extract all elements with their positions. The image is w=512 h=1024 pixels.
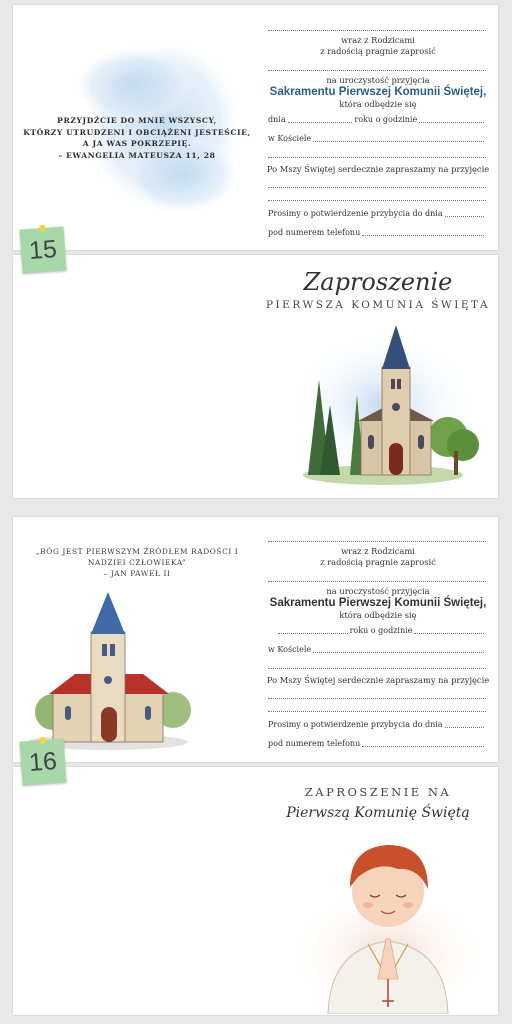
- phone-field[interactable]: [362, 746, 484, 747]
- blank-line: [268, 187, 486, 188]
- sacrament-text: Sakramentu Pierwszej Komunii Świętej,: [269, 597, 487, 609]
- card16-front: [13, 746, 498, 1015]
- invite-text: z radością pragnie zaprosić: [320, 46, 436, 56]
- which-text: która odbędzie się: [339, 610, 417, 620]
- date-row: [268, 115, 486, 125]
- pin-icon: [39, 225, 46, 232]
- card16-cover: [258, 767, 498, 1015]
- card15-quote: [21, 115, 253, 161]
- blank-line: [268, 581, 486, 582]
- page-number-badge: [20, 739, 67, 786]
- quote-line: – EWANGELIA MATEUSZA 11, 28: [58, 150, 216, 160]
- blank-line: [268, 200, 486, 201]
- boy-illustration: [258, 829, 498, 1014]
- church-label: w Kościele: [268, 134, 312, 143]
- after-mass-text: Po Mszy Świętej serdecznie zapraszamy na przyjęcie: [266, 164, 490, 174]
- year-label: roku o godzinie: [354, 115, 418, 124]
- with-parents: wraz z Rodzicami: [341, 546, 415, 556]
- church-field[interactable]: [313, 141, 484, 142]
- card16-form-panel: [258, 517, 498, 762]
- occasion-text: na uroczystość przyjęcia: [326, 75, 430, 85]
- quote-line: „BÓG JEST PIERWSZYM ŹRÓDŁEM RADOŚCI I: [35, 547, 239, 556]
- quote-line: NADZIEI CZŁOWIEKA”: [87, 558, 187, 567]
- with-parents: wraz z Rodzicami: [341, 35, 415, 45]
- year-label: roku o godzinie: [349, 626, 413, 635]
- blank-line: [268, 698, 486, 699]
- card15-front: [13, 234, 498, 498]
- date-row: [268, 626, 486, 636]
- confirm-label: Prosimy o potwierdzenie przybycia do dnia: [268, 720, 443, 729]
- quote-line: PRZYJDŹCIE DO MNIE WSZYSCY,: [57, 116, 217, 125]
- blank-line: [268, 711, 486, 712]
- sacrament-text: Sakramentu Pierwszej Komunii Świętej,: [269, 86, 487, 98]
- blank-line: [268, 668, 486, 669]
- phone-label: pod numerem telefonu: [268, 228, 361, 237]
- card15-cover: [258, 255, 498, 498]
- confirm-row: [268, 720, 486, 730]
- time-field[interactable]: [419, 122, 484, 123]
- quote-line: KTÓRZY UTRUDZENI I OBCIĄŻENI JESTEŚCIE,: [23, 127, 251, 137]
- phone-label: pod numerem telefonu: [268, 739, 361, 748]
- badge-number: 16: [28, 746, 58, 777]
- which-text: która odbędzie się: [339, 99, 417, 109]
- blank-line: [268, 70, 486, 71]
- phone-row: [268, 228, 486, 238]
- blank-line: [268, 30, 486, 31]
- cover-subtitle: PIERWSZA KOMUNIA ŚWIĘTA: [265, 299, 491, 311]
- church-row: [268, 134, 486, 144]
- card16-inside: [13, 517, 498, 762]
- blank-line: [268, 157, 486, 158]
- church-illustration: [258, 325, 498, 495]
- cover-subtitle: Pierwszą Komunię Świętą: [286, 805, 470, 821]
- blank-line: [268, 541, 486, 542]
- page-number-badge: [20, 227, 67, 274]
- confirm-field[interactable]: [445, 216, 484, 217]
- card15-inside: [13, 5, 498, 250]
- cover-title: Zaproszenie: [303, 268, 453, 296]
- phone-field[interactable]: [362, 235, 484, 236]
- church-row: [268, 645, 486, 655]
- confirm-row: [268, 209, 486, 219]
- cover-title: ZAPROSZENIE NA: [304, 785, 452, 799]
- card16-quote: [23, 546, 251, 579]
- quote-line: – JAN PAWEŁ II: [103, 569, 171, 578]
- day-label: dnia: [268, 115, 286, 124]
- time-field[interactable]: [414, 633, 484, 634]
- day-field[interactable]: [288, 122, 353, 123]
- quote-line: A JA WAS POKRZEPIĘ.: [82, 139, 192, 148]
- church-field[interactable]: [313, 652, 484, 653]
- confirm-label: Prosimy o potwierdzenie przybycia do dnia: [268, 209, 443, 218]
- badge-number: 15: [28, 234, 58, 265]
- pin-icon: [39, 737, 46, 744]
- card16-quote-panel: [13, 517, 258, 762]
- after-mass-text: Po Mszy Świętej serdecznie zapraszamy na przyjęcie: [266, 675, 490, 685]
- occasion-text: na uroczystość przyjęcia: [326, 586, 430, 596]
- day-field[interactable]: [278, 633, 348, 634]
- card15-form-panel: [258, 5, 498, 250]
- phone-row: [268, 739, 486, 749]
- church-label: w Kościele: [268, 645, 312, 654]
- confirm-field[interactable]: [445, 727, 484, 728]
- invite-text: z radością pragnie zaprosić: [320, 557, 436, 567]
- card15-quote-panel: [13, 5, 258, 250]
- church-illustration: [23, 592, 193, 757]
